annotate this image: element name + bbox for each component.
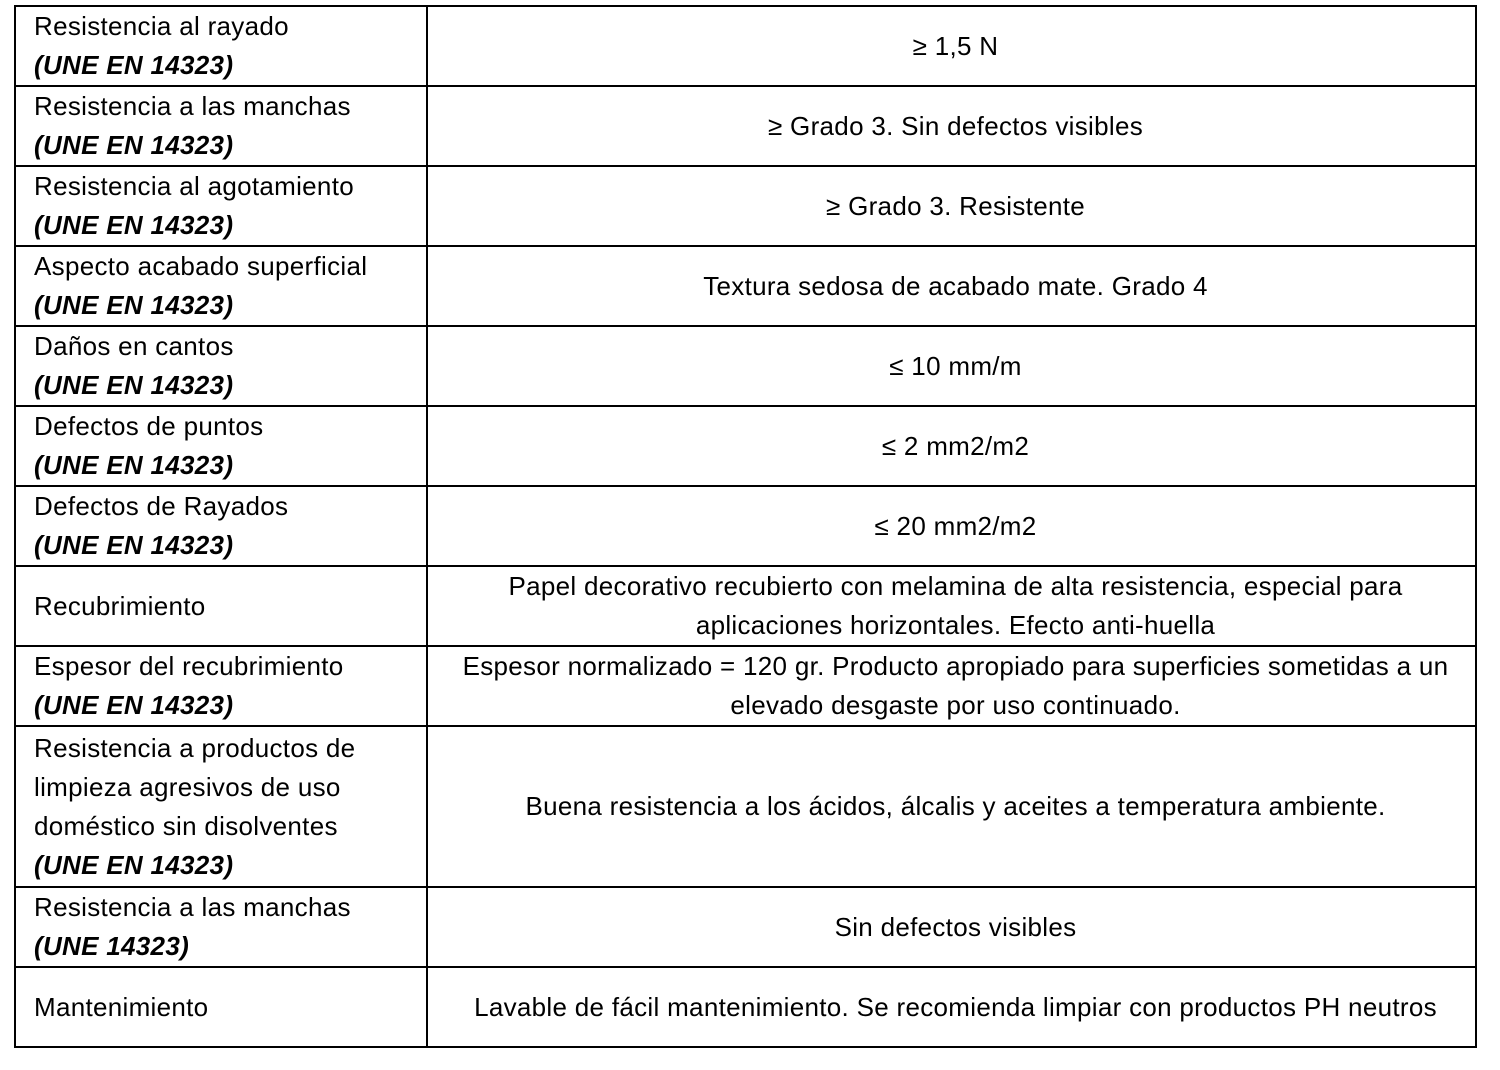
property-name: Resistencia a las manchas <box>34 91 351 121</box>
property-name: Daños en cantos <box>34 331 234 361</box>
table-row <box>15 166 1476 246</box>
property-cell <box>15 646 427 726</box>
value-cell: ≤ 10 mm/m <box>427 326 1476 406</box>
property-cell <box>15 6 427 86</box>
property-cell <box>15 326 427 406</box>
table-row <box>15 6 1476 86</box>
value-cell: Buena resistencia a los ácidos, álcalis y aceites a temperatura ambiente. <box>427 726 1476 887</box>
property-cell <box>15 887 427 967</box>
value-cell: ≤ 2 mm2/m2 <box>427 406 1476 486</box>
property-cell <box>15 967 427 1047</box>
property-standard: (UNE EN 14323) <box>34 690 234 720</box>
table-row <box>15 726 1476 887</box>
property-standard: (UNE EN 14323) <box>34 210 234 240</box>
value-cell: ≥ Grado 3. Sin defectos visibles <box>427 86 1476 166</box>
property-standard: (UNE EN 14323) <box>34 50 234 80</box>
property-standard: (UNE EN 14323) <box>34 849 234 880</box>
specifications-table <box>14 5 1477 1048</box>
value-cell: Sin defectos visibles <box>427 887 1476 967</box>
value-cell: ≥ 1,5 N <box>427 6 1476 86</box>
property-standard: (UNE EN 14323) <box>34 290 234 320</box>
property-standard: (UNE EN 14323) <box>34 530 234 560</box>
table-row <box>15 86 1476 166</box>
value-cell: ≥ Grado 3. Resistente <box>427 166 1476 246</box>
table-row <box>15 566 1476 646</box>
value-cell: ≤ 20 mm2/m2 <box>427 486 1476 566</box>
property-name: Mantenimiento <box>34 991 209 1022</box>
table-row <box>15 406 1476 486</box>
value-cell: Textura sedosa de acabado mate. Grado 4 <box>427 246 1476 326</box>
property-cell <box>15 486 427 566</box>
property-cell <box>15 86 427 166</box>
property-name: Resistencia al rayado <box>34 11 289 41</box>
value-cell: Papel decorativo recubierto con melamina de alta resistencia, especial para aplicaciones horizontales. Efecto anti-huella <box>427 566 1476 646</box>
table-row <box>15 246 1476 326</box>
property-cell <box>15 726 427 887</box>
property-name: Aspecto acabado superficial <box>34 251 368 281</box>
property-name: Recubrimiento <box>34 590 206 621</box>
property-cell <box>15 406 427 486</box>
property-name: Resistencia al agotamiento <box>34 171 354 201</box>
value-cell: Lavable de fácil mantenimiento. Se recomienda limpiar con productos PH neutros <box>427 967 1476 1047</box>
value-cell: Espesor normalizado = 120 gr. Producto apropiado para superficies sometidas a un elevado desgaste por uso continuado. <box>427 646 1476 726</box>
property-cell <box>15 566 427 646</box>
property-standard: (UNE EN 14323) <box>34 130 234 160</box>
property-cell <box>15 166 427 246</box>
table-row <box>15 967 1476 1047</box>
property-name: Resistencia a productos de limpieza agresivos de uso doméstico sin disolventes <box>34 732 356 841</box>
property-standard: (UNE EN 14323) <box>34 450 234 480</box>
table-row <box>15 646 1476 726</box>
table-row <box>15 887 1476 967</box>
property-name: Espesor del recubrimiento <box>34 651 344 681</box>
property-name: Defectos de Rayados <box>34 491 289 521</box>
table-row <box>15 486 1476 566</box>
property-name: Defectos de puntos <box>34 411 264 441</box>
property-standard: (UNE 14323) <box>34 931 190 961</box>
property-cell <box>15 246 427 326</box>
property-standard: (UNE EN 14323) <box>34 370 234 400</box>
table-row <box>15 326 1476 406</box>
property-name: Resistencia a las manchas <box>34 892 351 922</box>
